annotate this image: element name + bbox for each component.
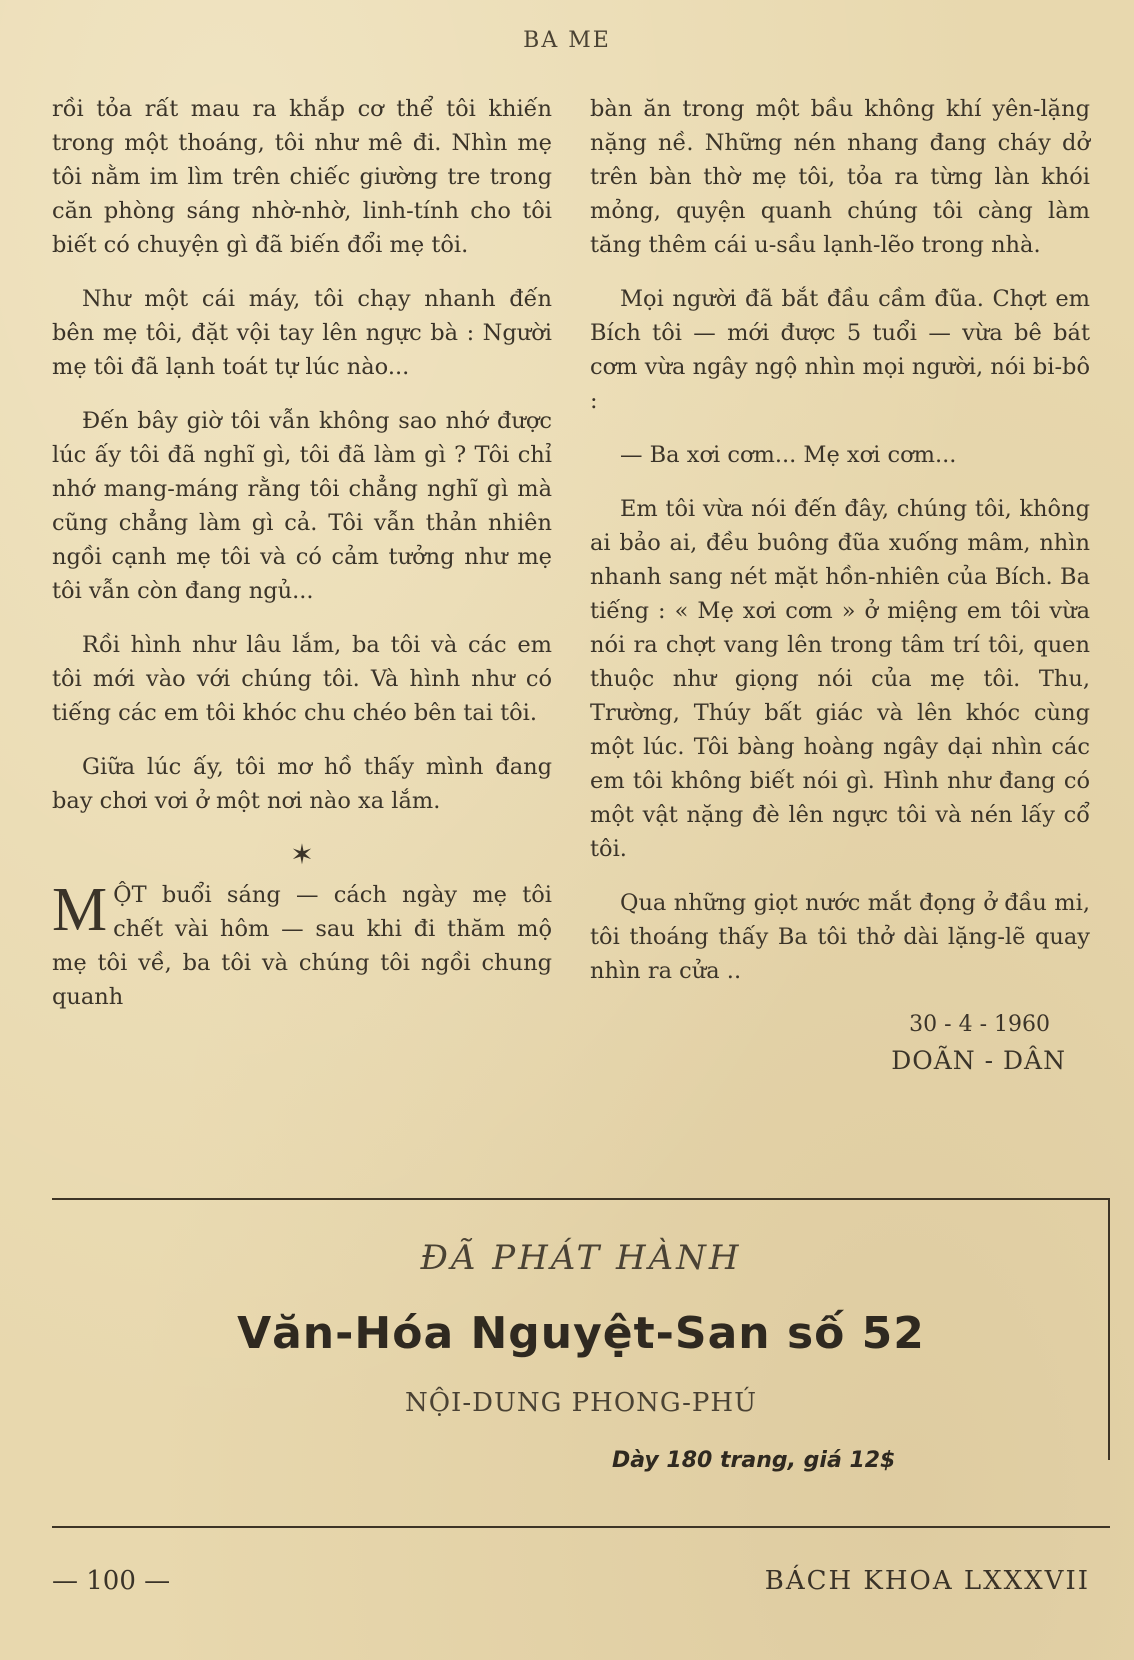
- paragraph: Giữa lúc ấy, tôi mơ hồ thấy mình đang bay chơi vơi ở một nơi nào xa lắm.: [52, 754, 552, 814]
- smallcaps-lead: ỘT: [113, 882, 147, 908]
- ad-pages-price: Dày 180 trang, giá 12$: [612, 1448, 896, 1473]
- dropcap-paragraph: [52, 878, 552, 1014]
- paragraph: rồi tỏa rất mau ra khắp cơ thể tôi khiến trong một thoáng, tôi như mê đi. Nhìn mẹ tôi nằm im lìm trên chiếc giường tre trong căn phòng sáng nhờ-nhờ, linh-tính cho tôi biết có chuyện gì đã biến đổi mẹ tôi.: [52, 96, 552, 258]
- ad-status: ĐÃ PHÁT HÀNH: [420, 1238, 742, 1278]
- section-separator-icon: ✶: [290, 838, 314, 871]
- page-number: — 100 —: [52, 1566, 171, 1596]
- ad-title: Văn-Hóa Nguyệt-San số 52: [237, 1308, 925, 1359]
- dialogue-line: — Ba xơi cơm... Mẹ xơi cơm...: [620, 442, 957, 468]
- signature-block: [590, 1008, 1090, 1078]
- paragraph: bàn ăn trong một bầu không khí yên-lặng nặng nề. Những nén nhang đang cháy dở trên bàn thờ mẹ tôi, tỏa ra từng làn khói mỏng, quyện quanh chúng tôi càng làm tăng thêm cái u-sầu lạnh-lẽo trong nhà.: [590, 96, 1090, 258]
- paragraph-text: buổi sáng — cách ngày mẹ tôi chết vài hôm — sau khi đi thăm mộ mẹ tôi về, ba tôi và chúng tôi ngồi chung quanh: [52, 882, 552, 1010]
- paragraph: Rồi hình như lâu lắm, ba tôi và các em tôi mới vào với chúng tôi. Và hình như có tiếng các em tôi khóc chu chéo bên tai tôi.: [52, 632, 552, 726]
- drop-cap: M: [52, 876, 108, 944]
- journal-name: BÁCH KHOA LXXXVII: [764, 1566, 1090, 1596]
- paragraph: Như một cái máy, tôi chạy nhanh đến bên mẹ tôi, đặt vội tay lên ngực bà : Người mẹ tôi đã lạnh toát tự lúc nào...: [52, 286, 552, 380]
- advertisement-box: [52, 1198, 1110, 1528]
- ad-content-line: NỘI-DUNG PHONG-PHÚ: [404, 1388, 757, 1418]
- paragraph: Mọi người đã bắt đầu cầm đũa. Chợt em Bích tôi — mới được 5 tuổi — vừa bê bát cơm vừa ngây ngộ nhìn mọi người, nói bi-bô :: [590, 286, 1090, 414]
- ad-top-rule: [52, 1198, 1110, 1200]
- paragraph: Qua những giọt nước mắt đọng ở đầu mi, tôi thoáng thấy Ba tôi thở dài lặng-lẽ quay nhìn ra cửa ..: [590, 890, 1090, 984]
- paragraph: Đến bây giờ tôi vẫn không sao nhớ được lúc ấy tôi đã nghĩ gì, tôi đã làm gì ? Tôi chỉ nhớ mang-máng rằng tôi chẳng nghĩ gì mà cũng chẳng làm gì cả. Tôi vẫn thản nhiên ngồi cạnh mẹ tôi và có cảm tưởng như mẹ tôi vẫn còn đang ngủ...: [52, 408, 552, 604]
- paragraph: Em tôi vừa nói đến đây, chúng tôi, không ai bảo ai, đều buông đũa xuống mâm, nhìn nhanh sang nét mặt hồn-nhiên của Bích. Ba tiếng : « Mẹ xơi cơm » ở miệng em tôi vừa nói ra chợt vang lên trong tâm trí tôi, quen thuộc như giọng nói của mẹ tôi. Thu, Trường, Thúy bất giác và lên khóc cùng một lúc. Tôi bàng hoàng ngây dại nhìn các em tôi không biết nói gì. Hình như đang có một vật nặng đè lên ngực tôi và nén lấy cổ tôi.: [590, 496, 1090, 862]
- signature-date: 30 - 4 - 1960: [909, 1012, 1050, 1037]
- ad-bottom-rule: [52, 1526, 1110, 1528]
- author-name: DOÃN - DÂN: [891, 1046, 1066, 1075]
- right-column: [590, 92, 1090, 1078]
- running-head: BA ME: [523, 28, 611, 53]
- left-column: [52, 92, 552, 1034]
